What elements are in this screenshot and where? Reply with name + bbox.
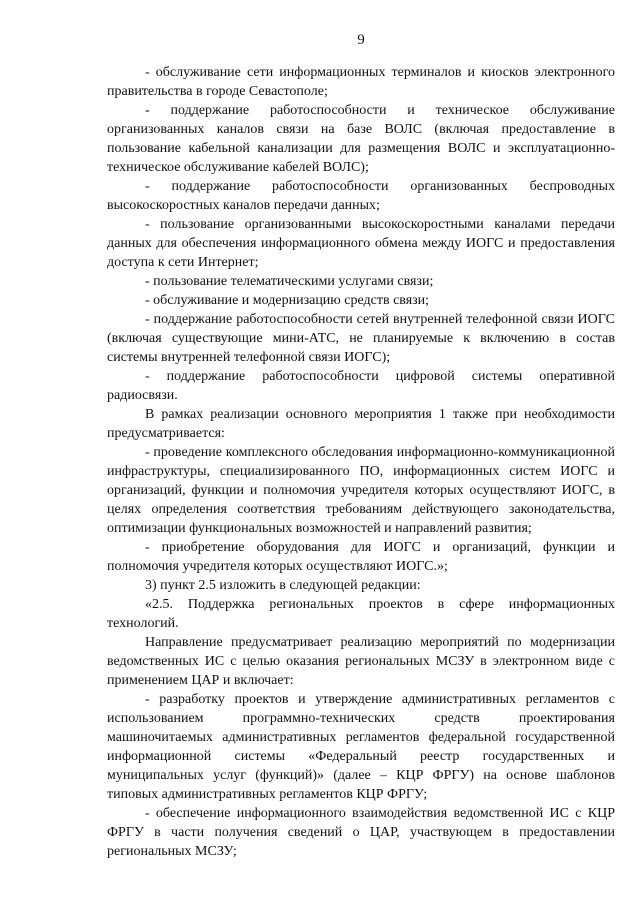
document-body bbox=[107, 63, 615, 861]
list-item-information-interaction: - обеспечение информационного взаимодействия ведомственной ИС с КЦР ФРГУ в части получения сведений о ЦАР, участвующем в предоставлении региональных МСЗУ; bbox=[107, 806, 615, 859]
document-page bbox=[107, 0, 615, 905]
list-item-communication-means: - обслуживание и модернизацию средств связи; bbox=[145, 293, 430, 308]
page-number: 9 bbox=[357, 32, 365, 48]
list-item-equipment-purchase: - приобретение оборудования для ИОГС и организаций, функции и полномочия учредителя которых осуществляют ИОГС.»; bbox=[107, 540, 615, 574]
list-item-internal-telephony: - поддержание работоспособности сетей внутренней телефонной связи ИОГС (включая существующие мини-АТС, не планируемые к включению в состав системы внутренней телефонной связи ИОГС); bbox=[107, 312, 615, 365]
list-item-terminals: - обслуживание сети информационных терминалов и киосков электронного правительства в городе Севастополе; bbox=[107, 65, 615, 99]
paragraph-direction-description: Направление предусматривает реализацию мероприятий по модернизации ведомственных ИС с целью оказания региональных МСЗУ в электронном виде с применением ЦАР и включает: bbox=[107, 635, 615, 688]
list-item-admin-regulations: - разработку проектов и утверждение административных регламентов с использованием программно-технических средств проектирования машиночитаемых административных регламентов федеральной государственной информационной системы «Федеральный реестр государственных и муниципальных услуг (функций)» (далее – КЦР ФРГУ) на основе шаблонов типовых административных регламентов КЦР ФРГУ; bbox=[107, 692, 615, 802]
paragraph-activity-1: В рамках реализации основного мероприятия 1 также при необходимости предусматривается: bbox=[107, 407, 615, 441]
list-item-fiber-channels: - поддержание работоспособности и техническое обслуживание организованных каналов связи на базе ВОЛС (включая предоставление в пользование кабельной канализации для размещения ВОЛС и эксплуатационно-техническое обслуживание кабелей ВОЛС); bbox=[107, 103, 615, 175]
list-item-telematic-services: - пользование телематическими услугами связи; bbox=[145, 274, 434, 289]
list-item-infrastructure-survey: - проведение комплексного обследования информационно-коммуникационной инфраструктуры, специализированного ПО, информационных систем ИОГС и организаций, функции и полномочия учредителя которых осуществляют ИОГС, в целях определения соответствия требованиям действующего законодательства, оптимизации функциональных возможностей и направлений развития; bbox=[107, 445, 615, 536]
list-item-wireless-channels: - поддержание работоспособности организованных беспроводных высокоскоростных каналов передачи данных; bbox=[107, 179, 615, 213]
list-item-data-channels: - пользование организованными высокоскоростными каналами передачи данных для обеспечения информационного обмена между ИОГС и предоставления доступа к сети Интернет; bbox=[107, 217, 615, 270]
section-heading-2-5: «2.5. Поддержка региональных проектов в сфере информационных технологий. bbox=[107, 597, 615, 631]
paragraph-amendment-item-3: 3) пункт 2.5 изложить в следующей редакции: bbox=[145, 578, 421, 593]
list-item-digital-radio: - поддержание работоспособности цифровой системы оперативной радиосвязи. bbox=[107, 369, 615, 403]
